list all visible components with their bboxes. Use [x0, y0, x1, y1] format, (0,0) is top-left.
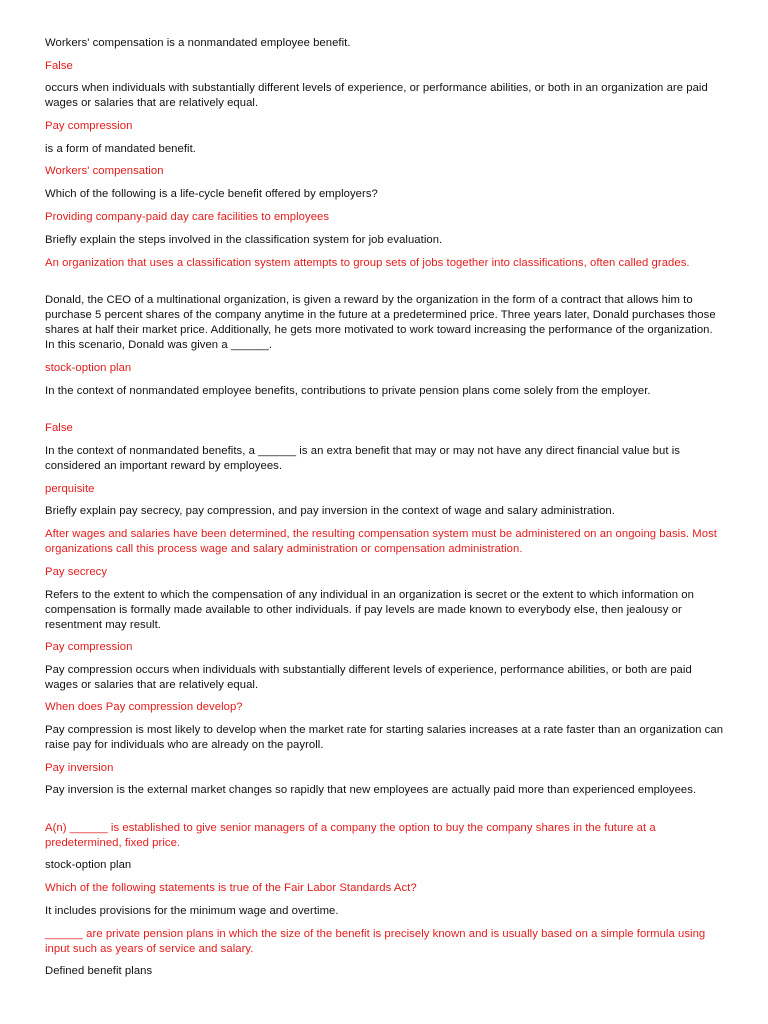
answer-6: stock-option plan — [45, 362, 132, 374]
term-pay-secrecy: Pay secrecy — [45, 566, 108, 578]
answer-12: It includes provisions for the minimum wage and overtime. — [45, 905, 339, 917]
answer-7: False — [45, 422, 73, 434]
answer-3: Workers' compensation — [45, 165, 164, 177]
definition-pay-compression: Pay compression occurs when individuals with substantially different levels of experience, performance abilities, or both are paid wages or salaries that are relatively equal. — [45, 664, 692, 691]
answer-8: perquisite — [45, 483, 95, 495]
question-1: Workers' compensation is a nonmandated employee benefit. — [45, 37, 351, 49]
question-7: In the context of nonmandated employee benefits, contributions to private pension plans come solely from the employer. — [45, 385, 651, 397]
term-pay-compression: Pay compression — [45, 641, 133, 653]
question-2: occurs when individuals with substantially different levels of experience, or performance abilities, or both in an organization are paid wages or salaries that are relatively equal. — [45, 82, 708, 109]
definition-pay-secrecy: Refers to the extent to which the compensation of any individual in an organization is secret or the extent to which information on compensation is formally made available to other individuals. if pay levels are made known to everybody else, then jealousy or resentment may result. — [45, 589, 694, 631]
question-9: Briefly explain pay secrecy, pay compression, and pay inversion in the context of wage and salary administration. — [45, 505, 615, 517]
question-11: A(n) ______ is established to give senior managers of a company the option to buy the company shares in the future at a predetermined, fixed price. — [45, 822, 656, 849]
answer-1: False — [45, 60, 73, 72]
answer-4: Providing company-paid day care facilities to employees — [45, 211, 330, 223]
question-10: When does Pay compression develop? — [45, 701, 243, 713]
question-8: In the context of nonmandated benefits, a ______ is an extra benefit that may or may not have any direct financial value but is considered an important reward by employees. — [45, 445, 680, 472]
answer-11: stock-option plan — [45, 859, 132, 871]
question-12: Which of the following statements is true of the Fair Labor Standards Act? — [45, 882, 417, 894]
answer-5: An organization that uses a classification system attempts to group sets of jobs together into classifications, often called grades. — [45, 257, 690, 269]
definition-pay-inversion: Pay inversion is the external market changes so rapidly that new employees are actually paid more than experienced employees. — [45, 784, 697, 796]
question-4: Which of the following is a life-cycle benefit offered by employers? — [45, 188, 378, 200]
question-5: Briefly explain the steps involved in the classification system for job evaluation. — [45, 234, 443, 246]
term-pay-inversion: Pay inversion — [45, 762, 114, 774]
answer-2: Pay compression — [45, 120, 133, 132]
question-3: is a form of mandated benefit. — [45, 143, 196, 155]
question-6: Donald, the CEO of a multinational organization, is given a reward by the organization in the form of a contract that allows him to purchase 5 percent shares of the company anytime in the future at a predetermined price. Three years later, Donald purchases those shares at half their market price. Additionally, he gets more motivated to work toward increasing the performance of the organization. In this scenario, Donald was given a ______. — [45, 294, 716, 351]
question-13: ______ are private pension plans in which the size of the benefit is precisely known and is usually based on a simple formula using input such as years of service and salary. — [45, 928, 706, 955]
answer-13: Defined benefit plans — [45, 965, 153, 977]
answer-9: After wages and salaries have been determined, the resulting compensation system must be administered on an ongoing basis. Most organizations call this process wage and salary administration or compensation administration. — [45, 528, 717, 555]
answer-10: Pay compression is most likely to develop when the market rate for starting salaries increases at a rate faster than an organization can raise pay for individuals who are already on the payroll. — [45, 724, 724, 751]
